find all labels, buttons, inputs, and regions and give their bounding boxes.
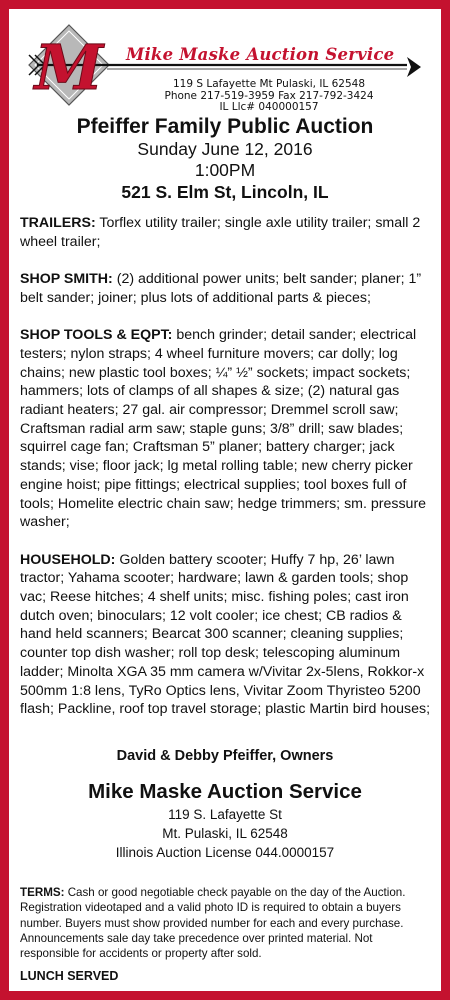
- auction-title-block: [9, 114, 441, 203]
- section-heading: SHOP TOOLS & EQPT:: [20, 327, 173, 344]
- header-logo-area: [23, 21, 423, 119]
- section-text: Golden battery scooter; Huffy 7 hp, 26’ lawn tractor; Yahama scooter; hardware; lawn & garden tools; shop vac; Reese hitches; 4 shelf units; misc. fishing poles; cast iron dutch oven; binoculars; 12 volt cooler; ice chest; CB radios & hand held scanners; Bearcat 300 scanner; cleaning supplies; counter top dish washer; roll top desk; telescoping aluminum ladder; Minolta XGA 35 mm camera w/Vivitar 2x-5lens, Rokkor-x 500mm 1:8 lens, TyRo Optics lens, Vivitar Zoom Thyristeo 5200 flash; Packline, roof top travel storage; plastic Martin bird houses;: [20, 551, 431, 718]
- logo-letter: M: [34, 31, 104, 104]
- auction-time: 1:00PM: [194, 160, 256, 180]
- terms-block: [20, 885, 432, 961]
- section-text: bench grinder; detail sander; electrical testers; nylon straps; 4 wheel furniture movers; car dolly; log chains; new plastic tool boxes; ¼” ½” sockets; impact sockets; hammers; lots of clamps of all shapes & size; (2) natural gas radiant heaters; 27 gal. air compressor; Dremmel scroll saw; Craftsman radial arm saw; staple guns; 3/8” drill; saw blades; squirrel cage fan; Craftsman 5” planer; battery charger; jack stands; vise; floor jack; lg metal rolling table; new cherry picker engine hoist; pipe fittings; electrical supplies; tool boxes full of tools; Homelite electric chain saw; hedge trimmers; sm. pressure washer;: [20, 327, 427, 531]
- section-household: [20, 551, 432, 719]
- company-block: [9, 779, 441, 862]
- header-license: IL Llc# 040000157: [219, 101, 319, 113]
- header-address: 119 S Lafayette Mt Pulaski, IL 62548: [173, 78, 365, 90]
- auction-title: Pfeiffer Family Public Auction: [76, 115, 374, 138]
- auction-address: 521 S. Elm St, Lincoln, IL: [121, 182, 329, 202]
- terms-text: Cash or good negotiable check payable on the day of the Auction. Registration videotaped and a valid photo ID is required to obtain a buyers number. Buyers must show provided number for each and every purchase. Announcements sale day take precedence over printed material. Not responsible for accidents or property after sold.: [20, 886, 406, 961]
- auction-date: Sunday June 12, 2016: [137, 139, 313, 159]
- section-heading: TRAILERS:: [20, 215, 96, 231]
- section-shop-smith: [20, 270, 432, 307]
- section-heading: SHOP SMITH:: [20, 271, 113, 288]
- section-text: Torflex utility trailer; single axle utility trailer; small 2 wheel trailer;: [20, 215, 421, 250]
- contact-block: [139, 79, 399, 114]
- header-phone: Phone 217-519-3959 Fax 217-792-3424: [164, 89, 374, 102]
- lunch-notice: LUNCH SERVED: [20, 969, 119, 983]
- owners-line: David & Debby Pfeiffer, Owners: [116, 748, 334, 764]
- section-heading: HOUSEHOLD:: [20, 551, 116, 568]
- item-listing: [20, 214, 432, 738]
- section-text: (2) additional power units; belt sander; planer; 1” belt sander; joiner; plus lots of additional parts & pieces;: [20, 271, 422, 306]
- company-city: Mt. Pulaski, IL 62548: [162, 826, 288, 841]
- company-street: 119 S. Lafayette St: [168, 807, 282, 822]
- section-trailers: [20, 214, 432, 251]
- company-name: Mike Maske Auction Service: [88, 780, 362, 803]
- brand-name: Mike Maske Auction Service: [126, 45, 395, 64]
- section-shop-tools: [20, 326, 432, 532]
- auction-flyer: [9, 9, 441, 991]
- terms-heading: TERMS:: [20, 886, 65, 899]
- company-license: Illinois Auction License 044.0000157: [115, 845, 335, 860]
